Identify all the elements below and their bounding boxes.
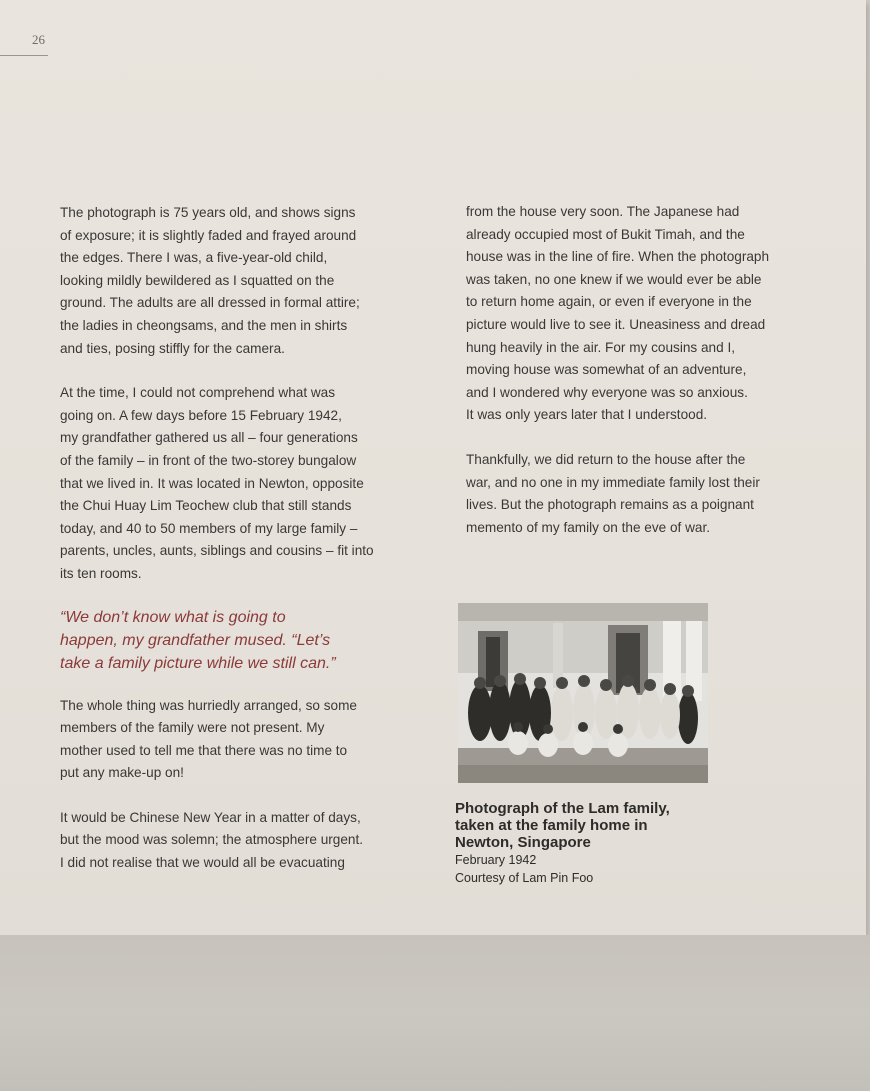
text-line: going on. A few days before 15 February 1942, [60, 407, 342, 423]
text-line: It was only years later that I understood. [466, 407, 708, 423]
text-line: Thankfully, we did return to the house after the [466, 451, 746, 467]
text-line: to return home again, or even if everyone in the [466, 294, 752, 310]
pull-quote [60, 606, 405, 675]
text-line: and ties, posing stiffly for the camera. [60, 340, 285, 356]
quote-line: happen, my grandfather mused. “Let’s [60, 631, 331, 649]
caption-title-line: Newton, Singapore [455, 834, 591, 851]
text-line: but the mood was solemn; the atmosphere urgent. [60, 832, 364, 848]
text-line: At the time, I could not comprehend what was [60, 385, 336, 401]
text-line: lives. But the photograph remains as a poignant [466, 497, 754, 513]
text-line: of exposure; it is slightly faded and frayed around [60, 227, 357, 243]
paragraph-arrangement [60, 695, 405, 785]
text-line: today, and 40 to 50 members of my large family – [60, 520, 358, 536]
text-line: memento of my family on the eve of war. [466, 519, 711, 535]
text-line: moving house was somewhat of an adventure, [466, 362, 747, 378]
quote-line: “We don’t know what is going to [60, 608, 286, 626]
paragraph-aftermath [466, 449, 846, 539]
text-line: my grandfather gathered us all – four generations [60, 430, 358, 446]
caption-title-line: taken at the family home in [455, 817, 648, 834]
text-line: the edges. There I was, a five-year-old child, [60, 250, 328, 266]
text-line: from the house very soon. The Japanese had [466, 204, 740, 219]
text-line: members of the family were not present. My [60, 720, 325, 736]
text-line: put any make-up on! [60, 765, 184, 781]
caption-date: February 1942 [455, 853, 537, 867]
text-line: that we lived in. It was located in Newton, opposite [60, 475, 364, 491]
text-line: the Chui Huay Lim Teochew club that still stands [60, 498, 352, 514]
family-photograph [458, 603, 708, 783]
text-line: I did not realise that we would all be evacuating [60, 855, 345, 871]
paragraph-evacuation [466, 201, 846, 427]
text-line: war, and no one in my immediate family lost their [466, 474, 760, 490]
text-line: and I wondered why everyone was so anxious. [466, 384, 748, 400]
photo-caption [455, 800, 745, 887]
text-line: The whole thing was hurriedly arranged, so some [60, 697, 357, 713]
text-line: of the family – in front of the two-storey bungalow [60, 452, 357, 468]
caption-credit: Courtesy of Lam Pin Foo [455, 871, 594, 885]
paragraph-photograph-description [60, 202, 405, 360]
text-line: house was in the line of fire. When the photograph [466, 249, 770, 265]
text-line: picture would live to see it. Uneasiness and dread [466, 316, 766, 332]
text-line: already occupied most of Bukit Timah, and the [466, 226, 745, 242]
text-line: was taken, no one knew if we would ever be able [466, 271, 762, 287]
text-line: The photograph is 75 years old, and shows signs [60, 205, 356, 220]
text-line: the ladies in cheongsams, and the men in shirts [60, 317, 348, 333]
page-number: 26 [32, 32, 45, 47]
page-number-rule [0, 55, 48, 56]
text-line: It would be Chinese New Year in a matter of days, [60, 809, 361, 825]
paragraph-context [60, 382, 405, 585]
quote-line: take a family picture while we still can.” [60, 654, 336, 672]
text-line: parents, uncles, aunts, siblings and cousins – fit into [60, 543, 374, 559]
text-line: its ten rooms. [60, 565, 142, 581]
left-column [60, 202, 405, 875]
text-line: mother used to tell me that there was no time to [60, 742, 348, 758]
paragraph-chinese-new-year [60, 807, 405, 875]
text-line: looking mildly bewildered as I squatted on the [60, 272, 335, 288]
text-line: ground. The adults are all dressed in formal attire; [60, 295, 360, 311]
caption-title-line: Photograph of the Lam family, [455, 800, 670, 817]
right-column [466, 201, 846, 539]
text-line: hung heavily in the air. For my cousins and I, [466, 339, 735, 355]
background-surface [0, 935, 870, 1091]
caption-title [455, 800, 745, 851]
